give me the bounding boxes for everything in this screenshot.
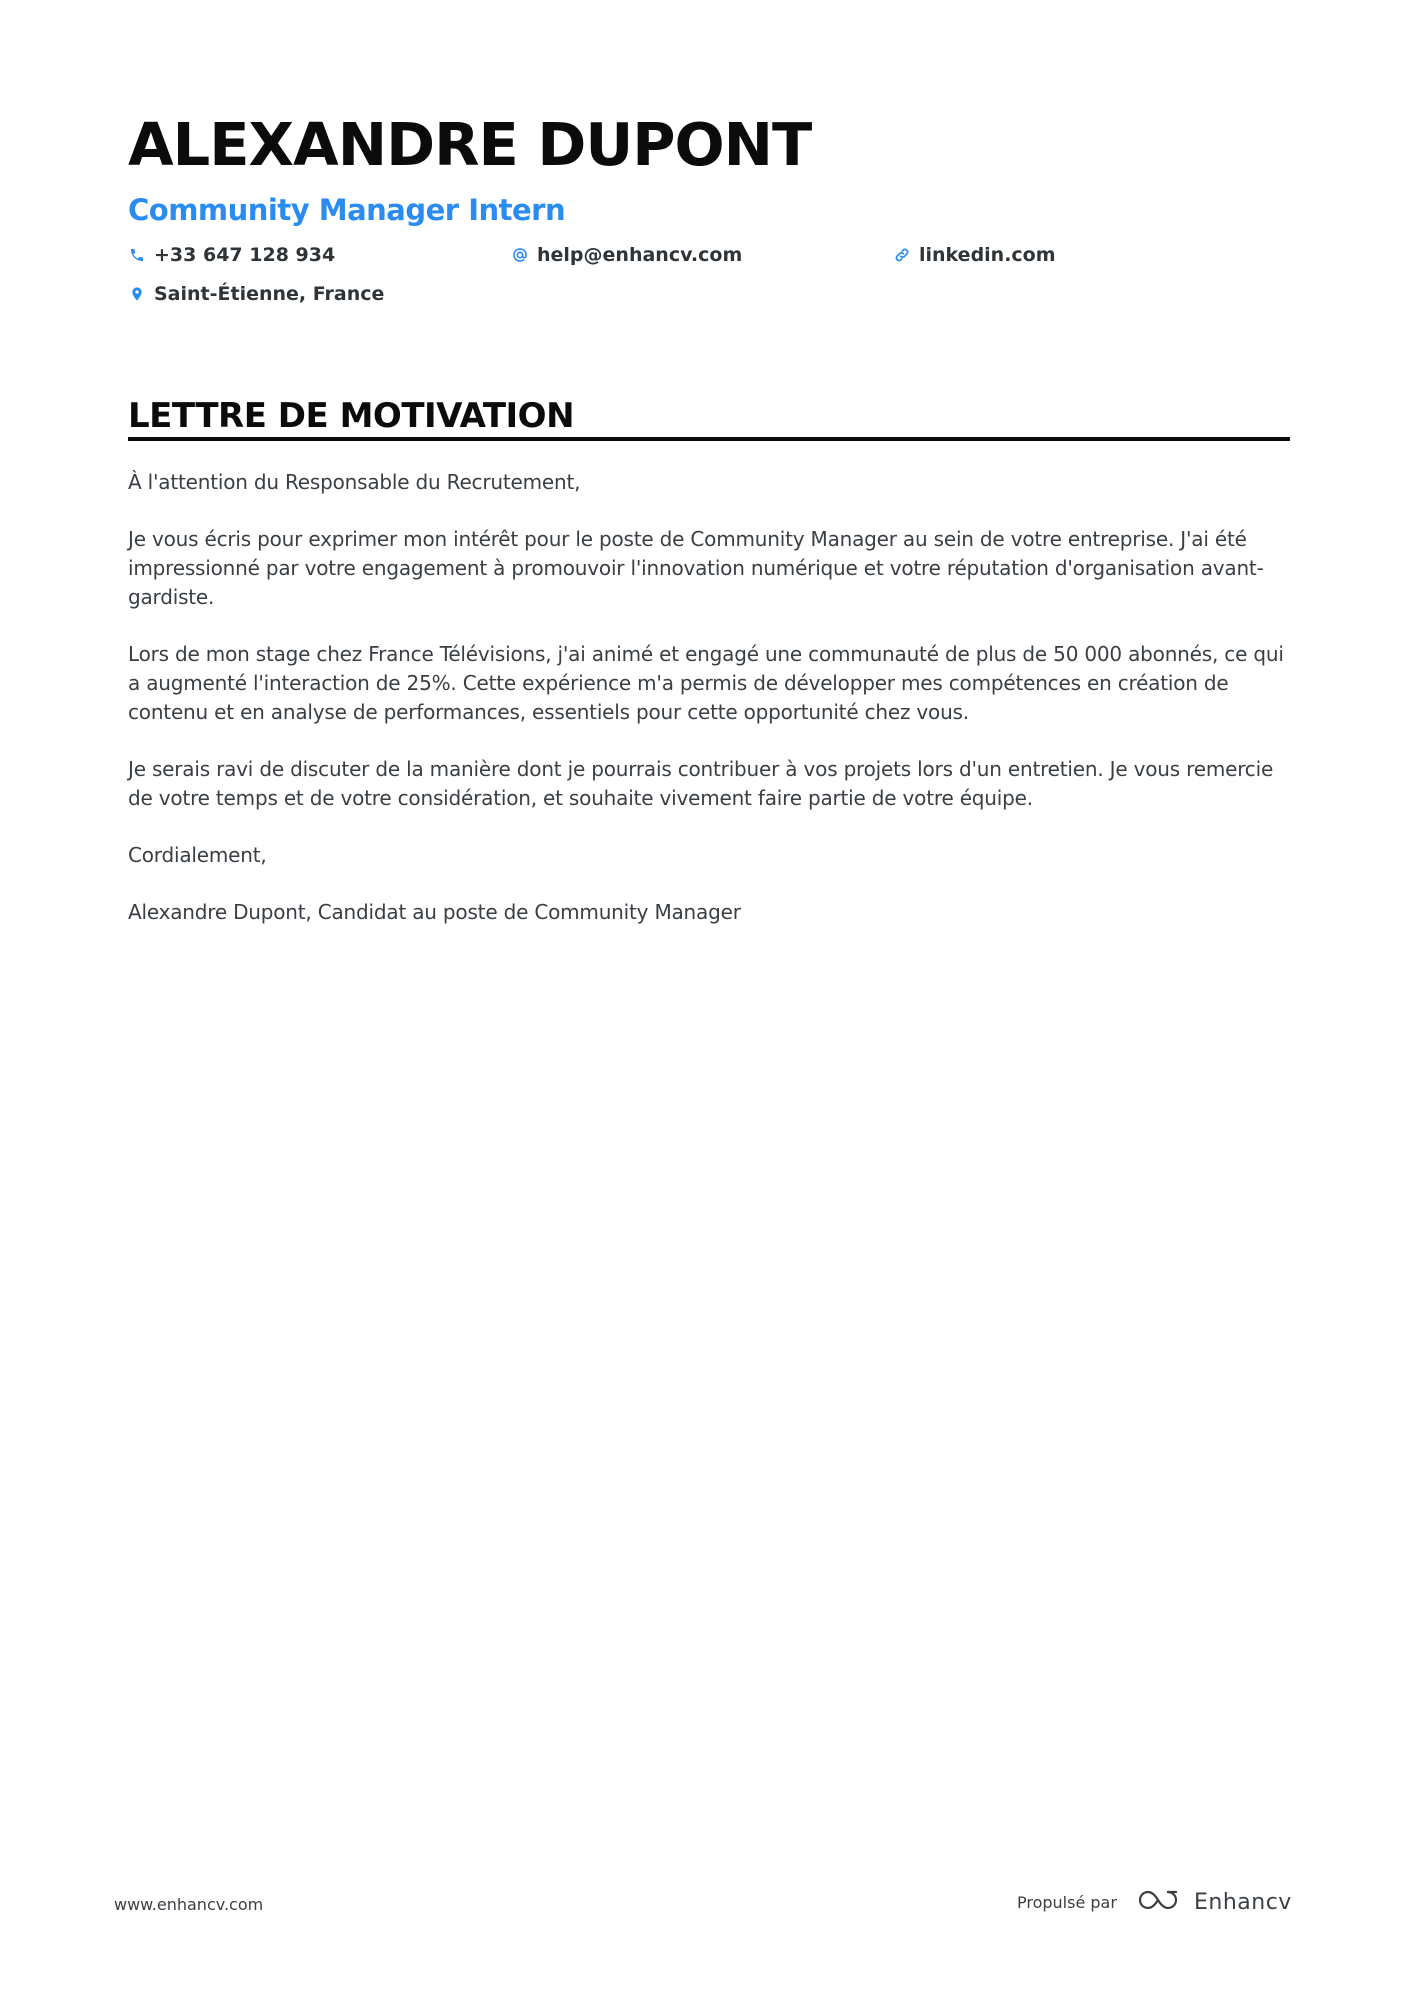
email-text: help@enhancv.com bbox=[537, 244, 743, 266]
letter-signature: Alexandre Dupont, Candidat au poste de Community Manager bbox=[128, 900, 741, 924]
letter-greeting: À l'attention du Responsable du Recrutement, bbox=[128, 470, 581, 494]
location-pin-icon bbox=[128, 285, 146, 303]
contact-phone bbox=[128, 242, 335, 268]
enhancv-logo-icon bbox=[1138, 1887, 1184, 1918]
section-title: LETTRE DE MOTIVATION bbox=[128, 396, 575, 436]
letter-paragraph: Lors de mon stage chez France Télévisions, j'ai animé et engagé une communauté de plus de 50 000 abonnés, ce qui a augmenté l'interaction de 25%. Cette expérience m'a permis de développer mes compétences en création de contenu et en analyse de performances, essentiels pour cette opportunité chez vous. bbox=[128, 642, 1284, 724]
location-text: Saint-Étienne, France bbox=[154, 283, 385, 305]
candidate-name: ALEXANDRE DUPONT bbox=[128, 110, 812, 179]
section-divider bbox=[128, 437, 1290, 441]
contact-email bbox=[511, 242, 742, 268]
job-title: Community Manager Intern bbox=[128, 193, 566, 227]
letter-paragraph: Je serais ravi de discuter de la manière dont je pourrais contribuer à vos projets lors d'un entretien. Je vous remercie de votre temps et de votre considération, et souhaite vivement faire partie de votre équipe. bbox=[128, 757, 1274, 810]
link-icon bbox=[893, 246, 911, 264]
letter-paragraph: Je vous écris pour exprimer mon intérêt pour le poste de Community Manager au sein de votre entreprise. J'ai été impressionné par votre engagement à promouvoir l'innovation numérique et votre réputation d'organisation avant-gardiste. bbox=[128, 527, 1264, 609]
footer-brand-name: Enhancv bbox=[1194, 1890, 1292, 1915]
linkedin-text: linkedin.com bbox=[919, 244, 1056, 266]
at-icon bbox=[511, 246, 529, 264]
footer-brand-logo[interactable] bbox=[1138, 1887, 1292, 1918]
letter-closing: Cordialement, bbox=[128, 843, 267, 867]
footer-url-link[interactable]: www.enhancv.com bbox=[114, 1895, 264, 1914]
contact-location bbox=[128, 281, 384, 307]
phone-icon bbox=[128, 246, 146, 264]
phone-text: +33 647 128 934 bbox=[154, 244, 336, 266]
footer-powered-by: Propulsé par bbox=[1017, 1893, 1117, 1912]
contact-linkedin bbox=[893, 242, 1056, 268]
